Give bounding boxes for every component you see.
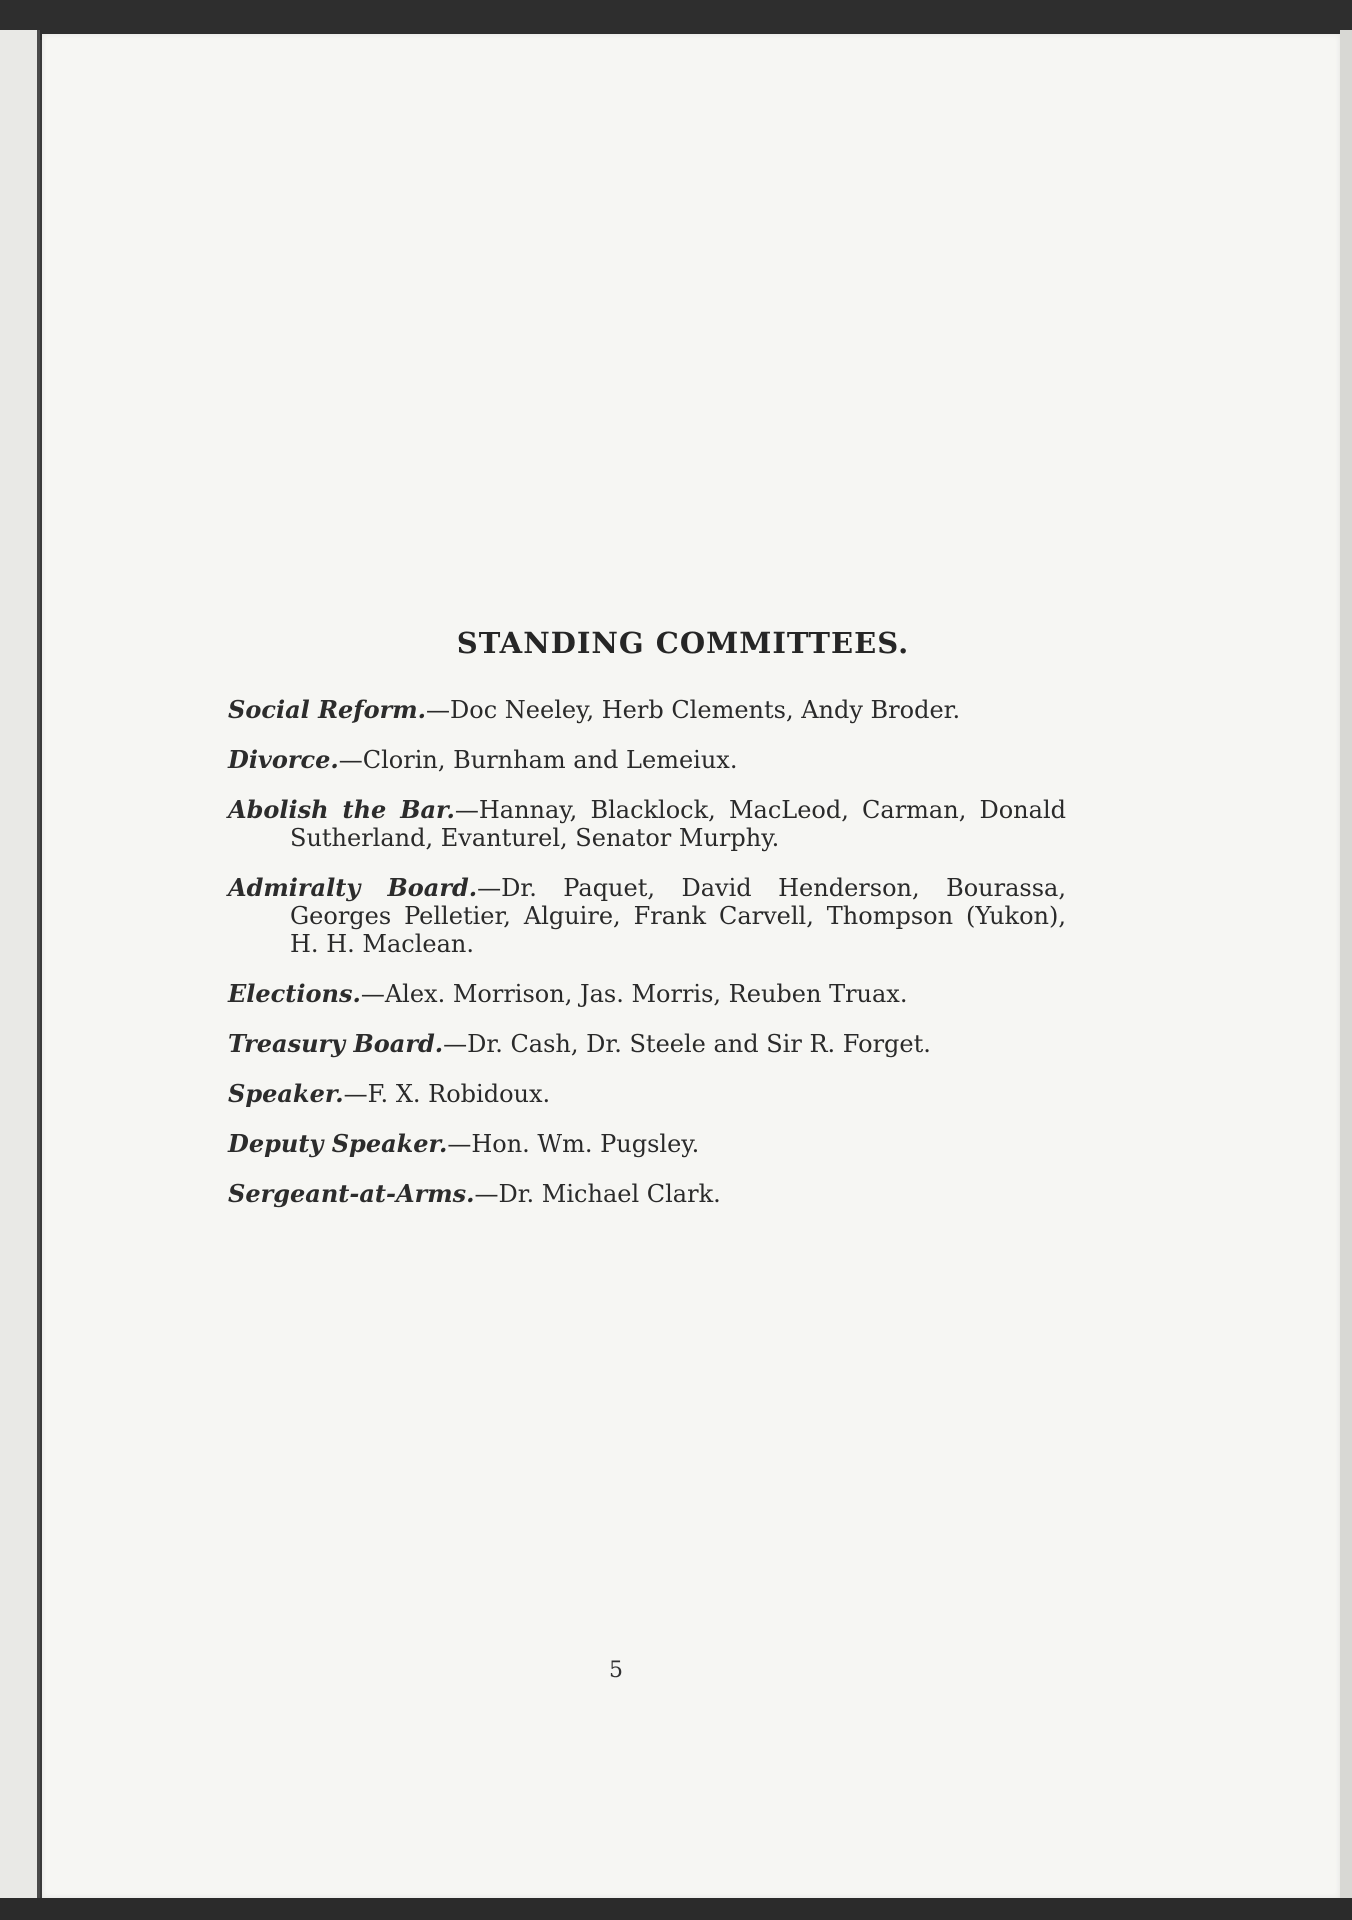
page-number: 5 — [609, 1658, 623, 1683]
committee-members: —Hon. Wm. Pugsley. — [447, 1130, 700, 1158]
committee-members: —Dr. Paquet, David Henderson, Bourassa, Georges Pelletier, Alguire, Frank Carvell, Thompson (Yukon), H. H. Maclean. — [290, 874, 1066, 958]
committee-members: —Doc Neeley, Herb Clements, Andy Broder. — [426, 696, 961, 724]
adjacent-page-edge — [0, 30, 40, 1900]
committee-name: Social Reform. — [228, 695, 427, 724]
committee-name: Abolish the Bar. — [228, 795, 455, 824]
committee-entry — [228, 1030, 1066, 1058]
committee-name: Deputy Speaker. — [228, 1129, 448, 1158]
committee-entry — [228, 980, 1066, 1008]
committee-members: —Dr. Michael Clark. — [474, 1180, 721, 1208]
page-right-edge — [1340, 30, 1352, 1900]
committee-members: —Hannay, Blacklock, MacLeod, Carman, Donald Sutherland, Evanturel, Senator Murphy. — [290, 796, 1066, 852]
committee-name: Treasury Board. — [228, 1029, 444, 1058]
committee-name: Divorce. — [228, 745, 339, 774]
committee-entry — [228, 746, 1066, 774]
committee-name: Speaker. — [228, 1079, 344, 1108]
committee-entry — [228, 1180, 1066, 1208]
scan-bottom-border — [0, 1898, 1352, 1920]
committee-entry — [228, 1080, 1066, 1108]
committee-entry — [228, 1130, 1066, 1158]
committee-members: —Dr. Cash, Dr. Steele and Sir R. Forget. — [443, 1030, 931, 1058]
committee-entry — [228, 796, 1066, 852]
page-sheet — [42, 34, 1340, 1898]
committee-name: Admiralty Board. — [228, 873, 478, 902]
committee-name: Elections. — [228, 979, 361, 1008]
committee-entry — [228, 874, 1066, 958]
committee-entry — [228, 696, 1066, 724]
committee-members: —Alex. Morrison, Jas. Morris, Reuben Truax. — [360, 980, 908, 1008]
committee-members: —F. X. Robidoux. — [343, 1080, 551, 1108]
committees-section — [228, 626, 1066, 1230]
committee-members: —Clorin, Burnham and Lemeiux. — [338, 746, 738, 774]
page-title: STANDING COMMITTEES. — [456, 626, 910, 660]
committee-name: Sergeant-at-Arms. — [228, 1179, 475, 1208]
